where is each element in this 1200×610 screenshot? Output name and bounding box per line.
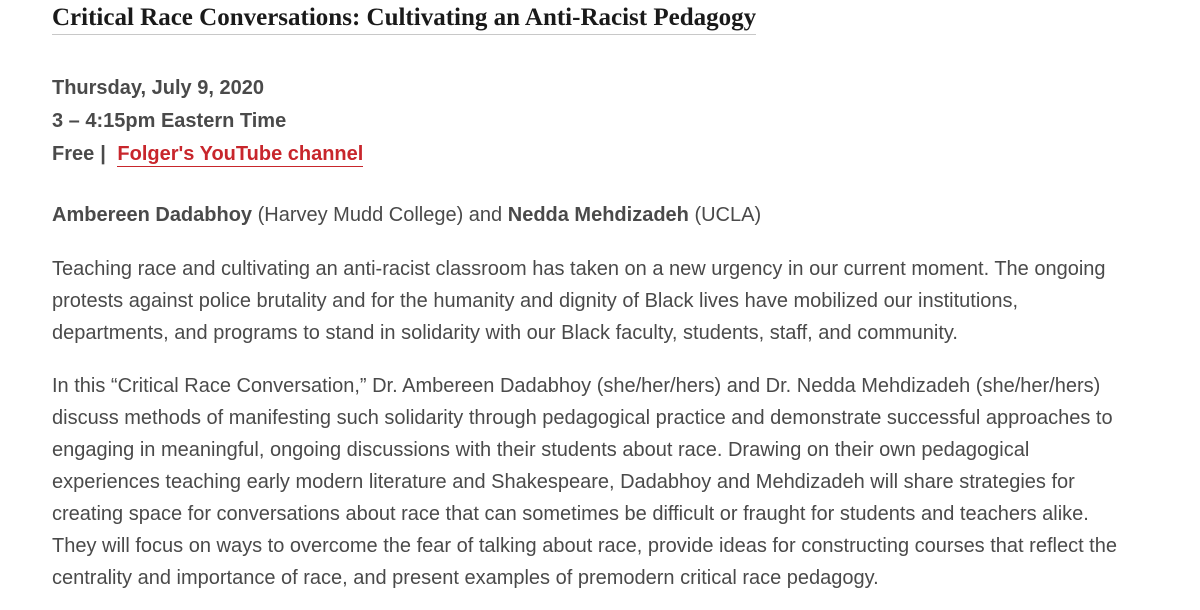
- text-line: They will focus on ways to overcome the fear of talking about race, provide ideas for constructing courses that reflect the: [52, 535, 1117, 557]
- event-price-row: [52, 138, 363, 171]
- text-line: centrality and importance of race, and present examples of premodern critical race pedagogy.: [52, 567, 879, 589]
- description-paragraph-1: [52, 253, 1106, 349]
- event-title-link[interactable]: Critical Race Conversations: Cultivating an Anti-Racist Pedagogy: [52, 4, 756, 35]
- speaker-affiliation: (Harvey Mudd College) and: [252, 204, 508, 226]
- description-paragraph-2: [52, 370, 1117, 594]
- text-line: protests against police brutality and for the humanity and dignity of Black lives have mobilized our institutions,: [52, 290, 1019, 312]
- speaker-affiliation: (UCLA): [688, 204, 762, 226]
- youtube-channel-link[interactable]: Folger's YouTube channel: [117, 143, 364, 165]
- speaker-name: Nedda Mehdizadeh: [507, 204, 689, 226]
- text-line: Teaching race and cultivating an anti-racist classroom has taken on a new urgency in our current moment. The ongoing: [52, 258, 1106, 280]
- event-time: 3 – 4:15pm Eastern Time: [52, 110, 287, 132]
- text-line: engaging in meaningful, ongoing discussions with their students about race. Drawing on their own pedagogical: [52, 439, 1030, 461]
- speaker-name: Ambereen Dadabhoy: [52, 204, 253, 226]
- event-date: Thursday, July 9, 2020: [52, 77, 264, 99]
- text-line: departments, and programs to stand in solidarity with our Black faculty, students, staff, and community.: [52, 322, 958, 344]
- text-line: experiences teaching early modern literature and Shakespeare, Dadabhoy and Mehdizadeh will share strategies for: [52, 471, 1075, 493]
- speakers-line: [52, 199, 761, 231]
- text-line: discuss methods of manifesting such solidarity through pedagogical practice and demonstrate successful approaches to: [52, 407, 1113, 429]
- text-line: In this “Critical Race Conversation,” Dr. Ambereen Dadabhoy (she/her/hers) and Dr. Nedda Mehdizadeh (she/her/hers): [52, 375, 1101, 397]
- event-meta: [52, 72, 363, 171]
- separator: |: [100, 143, 106, 165]
- event-price: Free: [52, 143, 95, 165]
- text-line: creating space for conversations about race that can sometimes be difficult or fraught for students and teachers alike.: [52, 503, 1089, 525]
